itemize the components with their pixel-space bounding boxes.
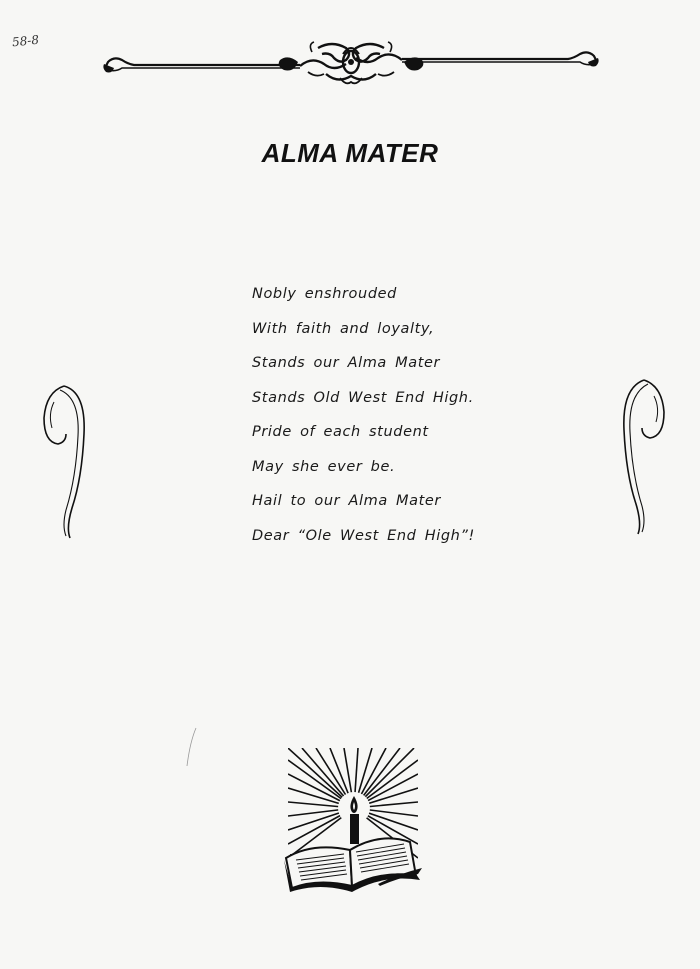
right-flourish-icon <box>614 374 672 540</box>
alma-mater-verse <box>252 286 572 562</box>
verse-line: Pride of each student <box>252 424 429 440</box>
header-scroll-ornament <box>100 38 602 88</box>
verse-line: Stands our Alma Mater <box>252 355 441 371</box>
page-number-note: 58-8 <box>11 32 40 50</box>
left-flourish-icon <box>36 378 92 544</box>
page-title: ALMA MATER <box>261 138 439 168</box>
stray-pencil-mark <box>184 726 198 770</box>
verse-line: May she ever be. <box>252 458 396 475</box>
verse-line: With faith and loyalty, <box>252 320 435 337</box>
open-book-candle-icon <box>282 746 424 898</box>
verse-line: Hail to our Alma Mater <box>252 493 441 509</box>
verse-line: Dear “Ole West End High”! <box>252 527 475 544</box>
verse-line: Nobly enshrouded <box>252 286 397 302</box>
verse-line: Stands Old West End High. <box>252 389 474 406</box>
